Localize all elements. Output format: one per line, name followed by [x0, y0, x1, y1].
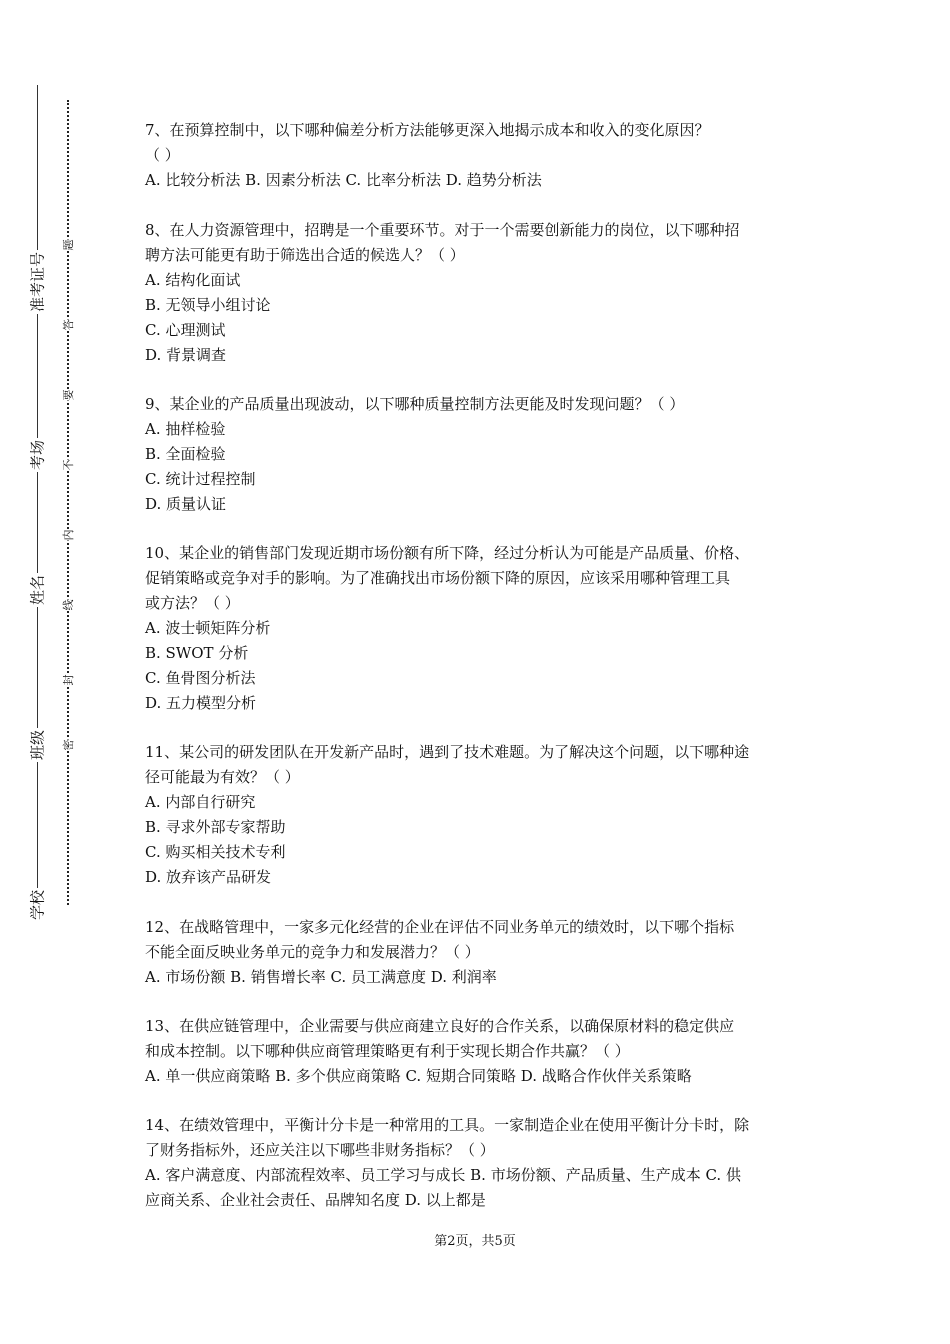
seal-char: 内 [59, 530, 77, 541]
seal-char: 封 [59, 675, 77, 686]
answer-option: A. 结构化面试 [145, 271, 241, 289]
question-text: 9、某企业的产品质量出现波动，以下哪种质量控制方法更能及时发现问题？（ ） [145, 395, 685, 413]
margin-label: 班级 [28, 729, 47, 761]
answer-option: D. 放弃该产品研发 [145, 868, 272, 886]
answer-option: D. 质量认证 [145, 495, 227, 513]
margin-label: 考场 [28, 439, 47, 471]
answer-option: A. 单一供应商策略 B. 多个供应商策略 C. 短期合同策略 D. 战略合作伙伴关系策略 [145, 1067, 692, 1085]
answer-option: D. 背景调查 [145, 346, 227, 364]
question-text: 了财务指标外，还应关注以下哪些非财务指标？（ ） [145, 1141, 495, 1159]
answer-option: A. 内部自行研究 [145, 793, 256, 811]
question-text: 14、在绩效管理中，平衡计分卡是一种常用的工具。一家制造企业在使用平衡计分卡时，除 [145, 1116, 750, 1134]
answer-option: C. 鱼骨图分析法 [145, 669, 256, 687]
answer-option: A. 客户满意度、内部流程效率、员工学习与成长 B. 市场份额、产品质量、生产成本 C. 供 [145, 1166, 741, 1184]
question-block [145, 541, 815, 716]
answer-option: C. 统计过程控制 [145, 470, 256, 488]
answer-option: B. 寻求外部专家帮助 [145, 818, 286, 836]
question-block [145, 1113, 815, 1213]
answer-option: D. 五力模型分析 [145, 694, 257, 712]
question-text: 和成本控制。以下哪种供应商管理策略更有利于实现长期合作共赢？（ ） [145, 1042, 630, 1060]
question-text: 8、在人力资源管理中，招聘是一个重要环节。对于一个需要创新能力的岗位，以下哪种招 [145, 221, 740, 239]
margin-label: 学校 [28, 889, 47, 921]
answer-option: B. 无领导小组讨论 [145, 296, 271, 314]
question-text: 11、某公司的研发团队在开发新产品时，遇到了技术难题。为了解决这个问题，以下哪种途 [145, 743, 750, 761]
seal-char: 不 [59, 460, 77, 471]
question-text: 不能全面反映业务单元的竞争力和发展潜力？（ ） [145, 943, 480, 961]
binding-line [37, 85, 38, 905]
page-footer: 第2页，共5页 [434, 1234, 516, 1249]
answer-option: B. 全面检验 [145, 445, 226, 463]
seal-char: 答 [59, 320, 77, 331]
margin-label: 姓名 [28, 574, 47, 606]
question-block [145, 1014, 815, 1089]
seal-char: 线 [59, 600, 77, 611]
answer-option: A. 抽样检验 [145, 420, 226, 438]
margin-label: 准考证号 [28, 251, 47, 313]
answer-option: A. 比较分析法 B. 因素分析法 C. 比率分析法 D. 趋势分析法 [145, 171, 542, 189]
seal-char: 密 [59, 740, 77, 751]
seal-char: 题 [59, 240, 77, 251]
question-text: 径可能最为有效？（ ） [145, 768, 300, 786]
question-text: 促销策略或竞争对手的影响。为了准确找出市场份额下降的原因，应该采用哪种管理工具 [145, 569, 731, 587]
question-text: （ ） [145, 146, 180, 164]
question-text: 7、在预算控制中，以下哪种偏差分析方法能够更深入地揭示成本和收入的变化原因？ [145, 121, 710, 139]
question-text: 12、在战略管理中，一家多元化经营的企业在评估不同业务单元的绩效时，以下哪个指标 [145, 918, 735, 936]
question-text: 10、某企业的销售部门发现近期市场份额有所下降，经过分析认为可能是产品质量、价格、 [145, 544, 750, 562]
answer-option: A. 市场份额 B. 销售增长率 C. 员工满意度 D. 利润率 [145, 968, 497, 986]
seal-dotted-line [67, 100, 69, 905]
answer-option: A. 波士顿矩阵分析 [145, 619, 271, 637]
answer-option: C. 心理测试 [145, 321, 226, 339]
question-text: 13、在供应链管理中，企业需要与供应商建立良好的合作关系，以确保原材料的稳定供应 [145, 1017, 735, 1035]
question-block [145, 118, 815, 193]
answer-option: C. 购买相关技术专利 [145, 843, 286, 861]
answer-option: 应商关系、企业社会责任、品牌知名度 D. 以上都是 [145, 1191, 486, 1209]
question-block [145, 740, 815, 890]
question-block [145, 915, 815, 990]
question-block [145, 218, 815, 368]
question-text: 聘方法可能更有助于筛选出合适的候选人？（ ） [145, 246, 465, 264]
seal-char: 要 [59, 390, 77, 401]
question-text: 或方法？（ ） [145, 594, 240, 612]
question-block [145, 392, 815, 517]
answer-option: B. SWOT 分析 [145, 644, 249, 662]
